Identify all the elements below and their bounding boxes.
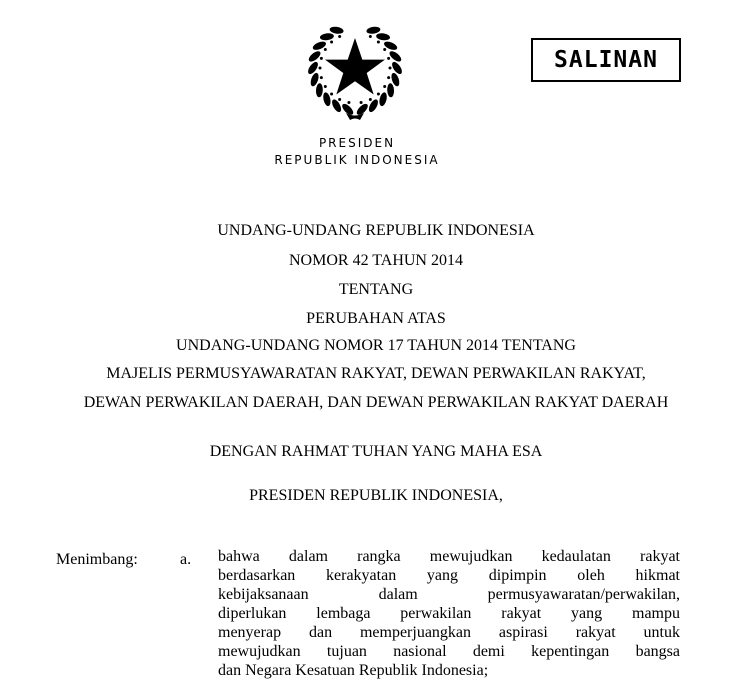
wreath-berry — [383, 85, 386, 88]
paragraph-line: dan Negara Kesatuan Republik Indonesia; — [218, 662, 489, 679]
wreath-berry — [320, 57, 323, 60]
wreath-leaf — [390, 60, 404, 75]
wreath-berry — [347, 101, 350, 104]
considering-label: Menimbang: — [56, 551, 138, 568]
wreath-leaf — [388, 49, 403, 63]
wreath-leaf — [330, 98, 343, 114]
wreath-leaf — [366, 26, 381, 35]
wreath-leaf — [320, 33, 335, 41]
salinan-stamp — [531, 38, 681, 82]
law-amendment: PERUBAHAN ATAS — [306, 310, 446, 327]
wreath-berry — [330, 40, 333, 43]
wreath-leaf — [307, 49, 322, 63]
law-subject-line-2: MAJELIS PERMUSYAWARATAN RAKYAT, DEWAN PERWAKILAN RAKYAT, — [106, 365, 646, 382]
wreath-berry — [387, 76, 390, 79]
wreath-berry — [369, 35, 372, 38]
wreath-berry — [360, 101, 363, 104]
paragraph-line: diperlukan lembaga perwakilan rakyat yang mampu — [218, 605, 680, 622]
paragraph-line: kebijaksanaan dalam permusyawaratan/perwakilan, — [218, 586, 680, 603]
paragraph-line: menyerap dan memperjuangkan aspirasi rakyat untuk — [218, 624, 680, 641]
wreath-leaf — [367, 98, 380, 114]
wreath-berry — [330, 93, 333, 96]
wreath-berry — [377, 40, 380, 43]
wreath-berry — [324, 85, 327, 88]
law-number: NOMOR 42 TAHUN 2014 — [289, 252, 463, 269]
grace-formula: DENGAN RAHMAT TUHAN YANG MAHA ESA — [209, 443, 543, 460]
wreath-berry — [387, 57, 390, 60]
law-subject-line-3: DEWAN PERWAKILAN DAERAH, DAN DEWAN PERWAKILAN RAKYAT DAERAH — [83, 394, 669, 411]
wreath-leaf — [376, 33, 391, 41]
wreath-berry — [338, 98, 341, 101]
wreath-berry — [338, 35, 341, 38]
salinan-label: SALINAN — [554, 47, 658, 73]
president-heading: PRESIDEN REPUBLIK INDONESIA, — [249, 487, 503, 504]
wreath-berry — [320, 76, 323, 79]
wreath-berry — [369, 98, 372, 101]
law-about: TENTANG — [338, 281, 414, 298]
garuda-star-wreath-icon — [300, 14, 410, 124]
considering-item-letter: a. — [180, 551, 192, 568]
wreath-leaf — [316, 83, 324, 97]
law-subject-line-1: UNDANG-UNDANG NOMOR 17 TAHUN 2014 TENTANG — [176, 337, 576, 354]
office-line-president: PRESIDEN — [318, 136, 396, 150]
law-title: UNDANG-UNDANG REPUBLIK INDONESIA — [217, 222, 535, 239]
paragraph-line: bahwa dalam rangka mewujudkan kedaulatan rakyat — [218, 548, 680, 565]
wreath-berry — [324, 48, 327, 51]
office-line-republic: REPUBLIK INDONESIA — [274, 153, 440, 167]
star-icon — [325, 38, 385, 95]
wreath-leaf — [387, 83, 395, 97]
wreath-berry — [389, 67, 392, 70]
paragraph-line: mewujudkan tujuan nasional demi kepentingan bangsa — [218, 643, 680, 660]
wreath-leaf — [329, 26, 344, 35]
paragraph-line: berdasarkan kerakyatan yang dipimpin oleh hikmat — [218, 567, 680, 584]
wreath-leaf — [306, 60, 320, 75]
wreath-berry — [377, 93, 380, 96]
wreath-berry — [383, 48, 386, 51]
wreath-berry — [319, 67, 322, 70]
considering-paragraph — [218, 547, 680, 680]
